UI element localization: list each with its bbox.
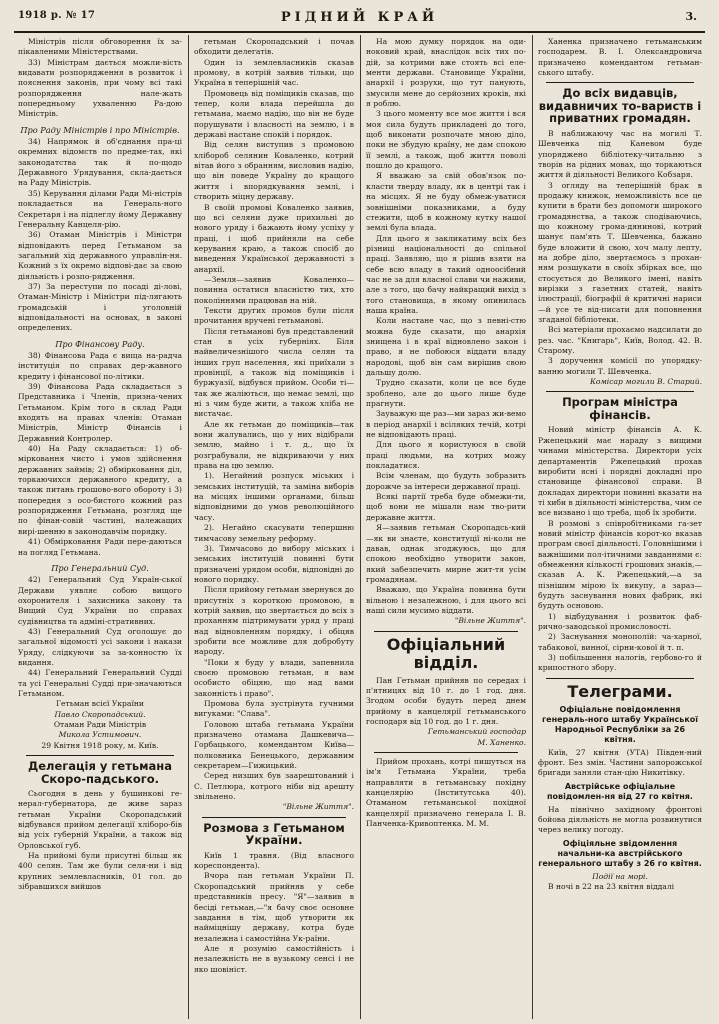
section-headline: Офіціальний відділ. — [386, 634, 506, 672]
paragraph: В ночі в 22 на 23 квітня віддалі — [548, 882, 675, 892]
divider — [374, 631, 518, 632]
paragraph: гетьман Скоропадський і почав обходити делегатів. — [194, 37, 354, 57]
paragraph: 3). Тимчасово до вибору міських і земських інституцій повинні бути призначені урядом особи, відповідні до нового порядку. — [194, 543, 354, 584]
paragraph: Від селян виступив з промовою хлібороб селянин Коваленко, котрий вітав його з обранням, висловив надію, що він поведе Україну до кращого життя і впорядкування землі, і створить міцну державу. — [194, 140, 354, 202]
paragraph: В наближаючу час на могилі Т. Шевченка під Каневом буде упоряджено бібліотеку-читальню з творів на рідних мовах, що торкаються життя й діяльності Великого Кобзаря. — [538, 128, 702, 180]
paragraph: 37) За переступи по посаді ді-лові, Отаман-Міністр і Міністри під-лягають громадській і уголовній відповідальності на основах, в законі определених. — [18, 281, 182, 333]
paragraph: Для цього я користуюся в своїй праці людьми, на котрих можу покладатися. — [366, 440, 526, 471]
paragraph: Всі матеріали прохаємо надсилати до рез. час. "Книгарь", Київ, Волод. 42. В. Старому. — [538, 325, 702, 356]
source-credit: "Вільне Життя". — [282, 802, 354, 812]
paragraph: Зауважую ще раз—ми зараз жи-вемо в період анархії і всіляких течій, котрі не відповідають праці. — [366, 409, 526, 440]
page-header — [14, 6, 705, 28]
page-number: 3. — [685, 10, 697, 23]
paragraph: 34) Напрямок й об'єднання пра-ці окремних відомств по предме-тах, які законодатства так й по-щодо Державного Урядування, скла-дається на Раду Міністрів. — [18, 137, 182, 188]
paragraph: 2). Негайно скасувати тепершню тимчасову земельну реформу. — [194, 523, 354, 543]
signature-line: Комісар могили В. Старий. — [590, 377, 702, 387]
header-rule — [14, 31, 705, 33]
column-separator — [360, 35, 361, 1019]
quote: "Поки я буду у влади, запевнила своєю промовою гетьман, я вам особисто обіцяю, що над вами законність і право". — [194, 657, 354, 698]
paragraph: З цього моменту все моє життя і вся моя сила будуть прикладені до того, щоб виконати розпочате мною діло, поки не збудую країну, не дам спокою її землі, а також, щоб життя поволі пошло до кращого. — [366, 109, 526, 171]
paragraph: На мою думку порядок на оди-ноковий край, внаслідок всіх тих по-дій, за котрими вже стоять всі еле-менти держави. Становище України, анархії і розрухи, що тут панують, змусили мене до серйозних кроків, які я роблю. — [366, 37, 526, 109]
paragraph: На прийомі були присутні більш як 400 селян. Там же були селя-ни і від крупних землевласників, 01 гол. до зібравшихся вийшов — [18, 851, 182, 892]
paragraph: Після гетьманові був представлений стан в усіх губерніях. Біля найвеличезнішого числа селян та інших груп населення, які приїхали з провінції, а також від поміщиків і буржуазії, відбувся прийом. Особи ті—так же жаліються, що немає землі, що ні з чим буде жити, а також хліба не вистачає. — [194, 326, 354, 419]
column-1 — [18, 37, 182, 1019]
column-4 — [538, 37, 702, 1019]
paragraph: Але як гетьман до поміщиків—так вони жалувались, що у них відібрали землю, майно і т. д., що їх розграбували, не відкриваючи у них права на цю землю. — [194, 419, 354, 471]
paragraph: Сьогодня в день у бушинкові ге-нерал-губернатора, де живе зараз гетьман України Скоропадський відбувався прийом делегації хліборо-бів від усіх губерній України, а також від Орловської губ. — [18, 789, 182, 850]
paragraph: Всім членам, що будуть зобразить дорожче за інтереси державної праці. — [366, 471, 526, 491]
signature-name: М. Ханенко. — [477, 737, 526, 747]
paragraph: Прийом прохань, котрі пишуться на ім'я Гетьмана України, треба направляти в гетьманську похідну канцелярію (Інститутська 40). Отаманом гетьманської похідної канцелярії призначено генерала І. В. Панченка-Кривоптенка. М. М. — [366, 757, 526, 829]
telegram-heading: Австрійське офіціальне повідомлен-ня від 27 го квітня. — [547, 781, 693, 801]
column-3 — [366, 37, 526, 1019]
paragraph: 36) Отаман Міністрів і Міністри відповідають перед Гетьманом за загальний хід державного управлін-ня. Кожний з їх окремо відпові-дає за свою діяльність і розпо-рядження. — [18, 230, 182, 281]
paragraph: Промовець від поміщиків сказав, що тепер, коли влада перейшла до гетьмана, маємо надію, що він не буде порушувати і власності на землю, і в державі настане спокій і порядок. — [194, 88, 354, 140]
issue-date: 1918 р. № 17 — [18, 10, 96, 21]
article-headline: Делегація у гетьмана Скоро-падського. — [28, 759, 172, 786]
paragraph: В своїй промові Коваленко заявив, що всі селяни дуже прихильні до нового уряду і бажають йому успіху у праці, і щоб прийняли на себе керування краю, а також спосіб до виведення Української державності з анархії. — [194, 202, 354, 274]
article-headline: Програм міністра фінансів. — [562, 395, 678, 422]
signature-line: Отаман Ради Міністрів — [53, 720, 147, 729]
divider — [546, 678, 694, 679]
signature-name: Микола Устимович. — [58, 730, 142, 740]
subheading: Події на морі. — [592, 871, 648, 881]
paragraph: 35) Керування ділами Ради Мі-ністрів покладається на Генераль-ного Секретаря і на підлеглу йому Державну Генеральну Канцеля-рію. — [18, 188, 182, 229]
paragraph: 1). Негайний розпуск міських і земських інституцій, та заміна виборів на місцях іншими органами, більш відповідними до умов революційного часу. — [194, 471, 354, 522]
section-subtitle: Про Фінансову Раду. — [55, 338, 145, 349]
paragraph: Коли настане час, що з певні-стю можна буде сказати, що анархія знищена і в краї відновлено закон і право, я не побоюся віддати владу народові, щоб він сам вирішив свою дальшу долю. — [366, 316, 526, 377]
paragraph: Тексти других промов були після прочитання вручені гетьманові. — [194, 305, 354, 326]
paragraph: 2) Заснування монополій: ча-харної, табакової, винної, сірни-кової й т. п. — [538, 632, 702, 652]
divider — [202, 817, 346, 818]
paragraph: Вчора пан гетьман України П. Скоропадський прийняв у себе представників пресу. "Я"—заявив в бесіді гетьман,—"я бачу своє основне завдання в тім, щоб утворити як найміцнішу державу, котра буде незалежна і самостійна Ук-раїни. — [194, 871, 354, 943]
paragraph: Вважаю, що Україна повинна бути вільною і незалежною, і для цього всі наші сили мусимо віддати. — [366, 585, 526, 615]
divider — [26, 755, 174, 756]
source-credit: "Вільне Життя". — [454, 616, 526, 626]
paragraph: Я вважаю за свій обов'язок по-класти тверду владу, як в центрі так і на місцях. Я не буду обмеж-уватися зовнішніми показниками, а буду стежити, щоб в кожному кутку нашої землі була влада. — [366, 171, 526, 233]
paragraph: Після прийому гетьман звернувся до присутніх з короткою промовою, в котрій заявив, що звертається до всіх з проханням підтримувати уряд у праці над відновленням порядку, і обіцяв зробити все можливе для добробуту народу. — [194, 585, 354, 657]
section-subtitle: Про Генеральний Суд. — [51, 562, 149, 573]
paragraph: 39) Фінансова Рада складається з Представника і Членів, призна-чених Гетьманом. Крім того в склад Ради входять на правах членів: Отаман Міністрів, Міністр Фінансів і Державний Контролер. — [18, 382, 182, 443]
divider — [546, 391, 694, 392]
telegram-heading: Офіціальне повідомлення генераль-ного штабу Української Народньої Республіки за 26 квітня. — [542, 704, 698, 744]
signature-name: Павло Скоропадський. — [54, 709, 146, 719]
paragraph: Один із землевласників сказав промову, в котрій заявив тільки, що Україна в теперішній час. — [194, 57, 354, 88]
paragraph: Промова була зустрінута гучними вигуками: "Слава". — [194, 699, 354, 719]
paragraph: Київ, 27 квітня (УТА) Півден-ний фронт. Без змін. Частини запорожської бригади заняли стан-цію Никитівку. — [538, 747, 702, 778]
paragraph: —Земля—заявив Коваленко—повинна остатися власністю тих, хто поколіннями працював на ній. — [194, 274, 354, 305]
paragraph: Для цього я закликатиму всіх без різниці національності до спільної праці. Заявляю, що я рішив взяти на себе всю владу в такий одноосібний час не за для власної слави чи наживи, але з того, що бачу найкращий вихід з того становища, в якому опинилась наша країна. — [366, 233, 526, 315]
paragraph: В розмові з співробітниками га-зет новий міністр фінансів корот-ко вказав програм своєї діяльності. Головнішими і важнішими пол-ітичними завданнями є: обмеження кількості грошових знаків,—сказав А. К. Ржепецький,—а за пізнішим мірою їх викупу, а зараз—будуть заснування нових фабрик, які будуть основою. — [538, 518, 702, 611]
paragraph: На північно західному фронтові бойова діяльність не могла розвинутися через велику погоду. — [538, 804, 702, 835]
article-headline: Розмова з Гетьманом України. — [203, 820, 345, 848]
paragraph: Але я розумію самостійність і незалежність не в вузькому сенсі і не яко шовініст. — [194, 943, 354, 974]
paragraph: 42) Генеральний Суд Україн-ської Держави уявляє собою вищого охоронителя і захисника закону та Вищий Суд України по справах судівництва та адміні-стративних. — [18, 575, 182, 626]
article-headline: До всіх видавців, видавничих то-вариств і приватних громадян. — [538, 86, 702, 126]
paragraph: 41) Обмірковання Ради пере-даються на погляд Гетьмана. — [18, 537, 182, 557]
column-separator — [532, 35, 533, 1019]
column-separator — [188, 35, 189, 1019]
paragraph: 38) Фінансова Рада є вища на-радча інституція по справах дер-жавного кредиту і фінансової по-літики. — [18, 350, 182, 381]
paragraph: Київ 1 травня. (Від власного кореспондента). — [194, 850, 354, 871]
paragraph: Серед низших був заарештований і С. Петлюра, котрого ніби від арешту звільнено. — [194, 771, 354, 802]
paragraph: Трудно сказати, коли це все буде зроблено, але до цього лише буде прагнути. — [366, 378, 526, 409]
divider — [546, 82, 694, 83]
paragraph: Всякі партії треба буде обмежи-ти, щоб вони не мішали нам тво-рити державне життя. — [366, 492, 526, 522]
paragraph: Пан Гетьман прийняв по середах і п'ятницях від 10 г. до 1 год. дня. Згодом особи будуть перед днем прийому в канцелярії гетьманського господаря від 10 год. до 1 г. дня. — [366, 675, 526, 726]
paragraph: 44) Генеральний Генеральний Судді та усі Генеральні Судді при-значаються Гетьманом. — [18, 668, 182, 698]
paragraph: 40) На Раду складається: 1) об-мірковання чисто і умов здійснення державних займів; 2) обмірковання діл, торкаючихся державного кредиту, а також питань грошово-вого обороту і 3) попередня з осо-бистого кожний раз розпорядження Гетьмана, розгляд ще по фінан-совій частині, належащих вирі-шенню в законодавчім порядку. — [18, 444, 182, 536]
section-subtitle: Про Раду Міністрів і про Міністрів. — [20, 124, 180, 135]
signature-line: Гетьман всієї України — [56, 699, 144, 709]
telegram-heading: Офіціяльне звідомлення начальни-ка австрійського генерального штабу з 26 го квітня. — [538, 838, 702, 868]
signature-line: Гетьманський господар — [427, 727, 526, 737]
paragraph: 43) Генеральний Суд оголошує до загальної відомості усі закони і накази Уряду, слідкуючи за за-конностю їх видання. — [18, 626, 182, 667]
paragraph: З огляду на теперішній брак в продажу книжок, неможливість все це купити в брати без допомоги широкого громадянства, а також сподіваючись, що кожному грома-дянинові, котрий шанує пам'ять Т. Шевченка, бажано буде вложити й свою, хоч малу лепту, на добре діло, звертаємось з прохан-ням розшукати в своїх збірках все, що стосується до Великого імені, навіть вирізки з газетних статей, навіть ілюстрації, біографії й критичні нариси—й усе те від-писати для поповнення згаданої бібліотеки. — [538, 180, 702, 325]
paragraph: 33) Міністрам дається можли-вість видавати розпорядження в розвиток і пояснення законів, при чому всі такі розпорядження нале-жать попередньому ухваленню Ра-дою Міністрів. — [18, 57, 182, 119]
paragraph: 1) відбудування і розвиток фаб-рично-заводської промисловості. — [538, 611, 702, 631]
paragraph: Головою штаба гетьмана України призначено отамана Дашкевича—Горбацького, комендантом Київа—полковника Бенецького, державним секретарем—Гижицький. — [194, 719, 354, 771]
newspaper-title: РІДНИЙ КРАЙ — [280, 10, 439, 25]
section-headline: Телеграми. — [567, 681, 673, 701]
paragraph: Новий міністр фінансів А. К. Ржепецький має нараду з вищими чинами міністерства. Директори усіх департаментів Ржепецький прохав виробити ясні і порядні докладні про становище фінансової справи. В докладах директори повинні вказати на ті хиби в діяльності міністерства, чим се все визвано і що треба, щоб їх зробити. — [538, 425, 702, 518]
column-2 — [194, 37, 354, 1019]
paragraph: Міністрів після обговорення їх за-пікавленими Міністерствами. — [18, 37, 182, 57]
paragraph: З доручення комісії по упорядку-ванню могили Т. Шевченка. — [538, 356, 702, 376]
paragraph: 3) побільшення налогів, гербово-го й крипостного збору. — [538, 653, 702, 673]
paragraph: Ханенка призначено гетьманським господарем. В. І. Олександровича призначено комендантом гетьман-ського штабу. — [538, 37, 702, 78]
divider — [374, 752, 518, 753]
paragraph: Я—заявив гетьман Скоропадсь-кий—як ви знаєте, конституції ні-коли не давав, однак згоджуюсь, що для спокою необхідно утворити закон, який забезпечить мирне жит-тя усім громадянам. — [366, 523, 526, 584]
signature-date: 29 Квітня 1918 року, м. Київ. — [41, 740, 159, 750]
